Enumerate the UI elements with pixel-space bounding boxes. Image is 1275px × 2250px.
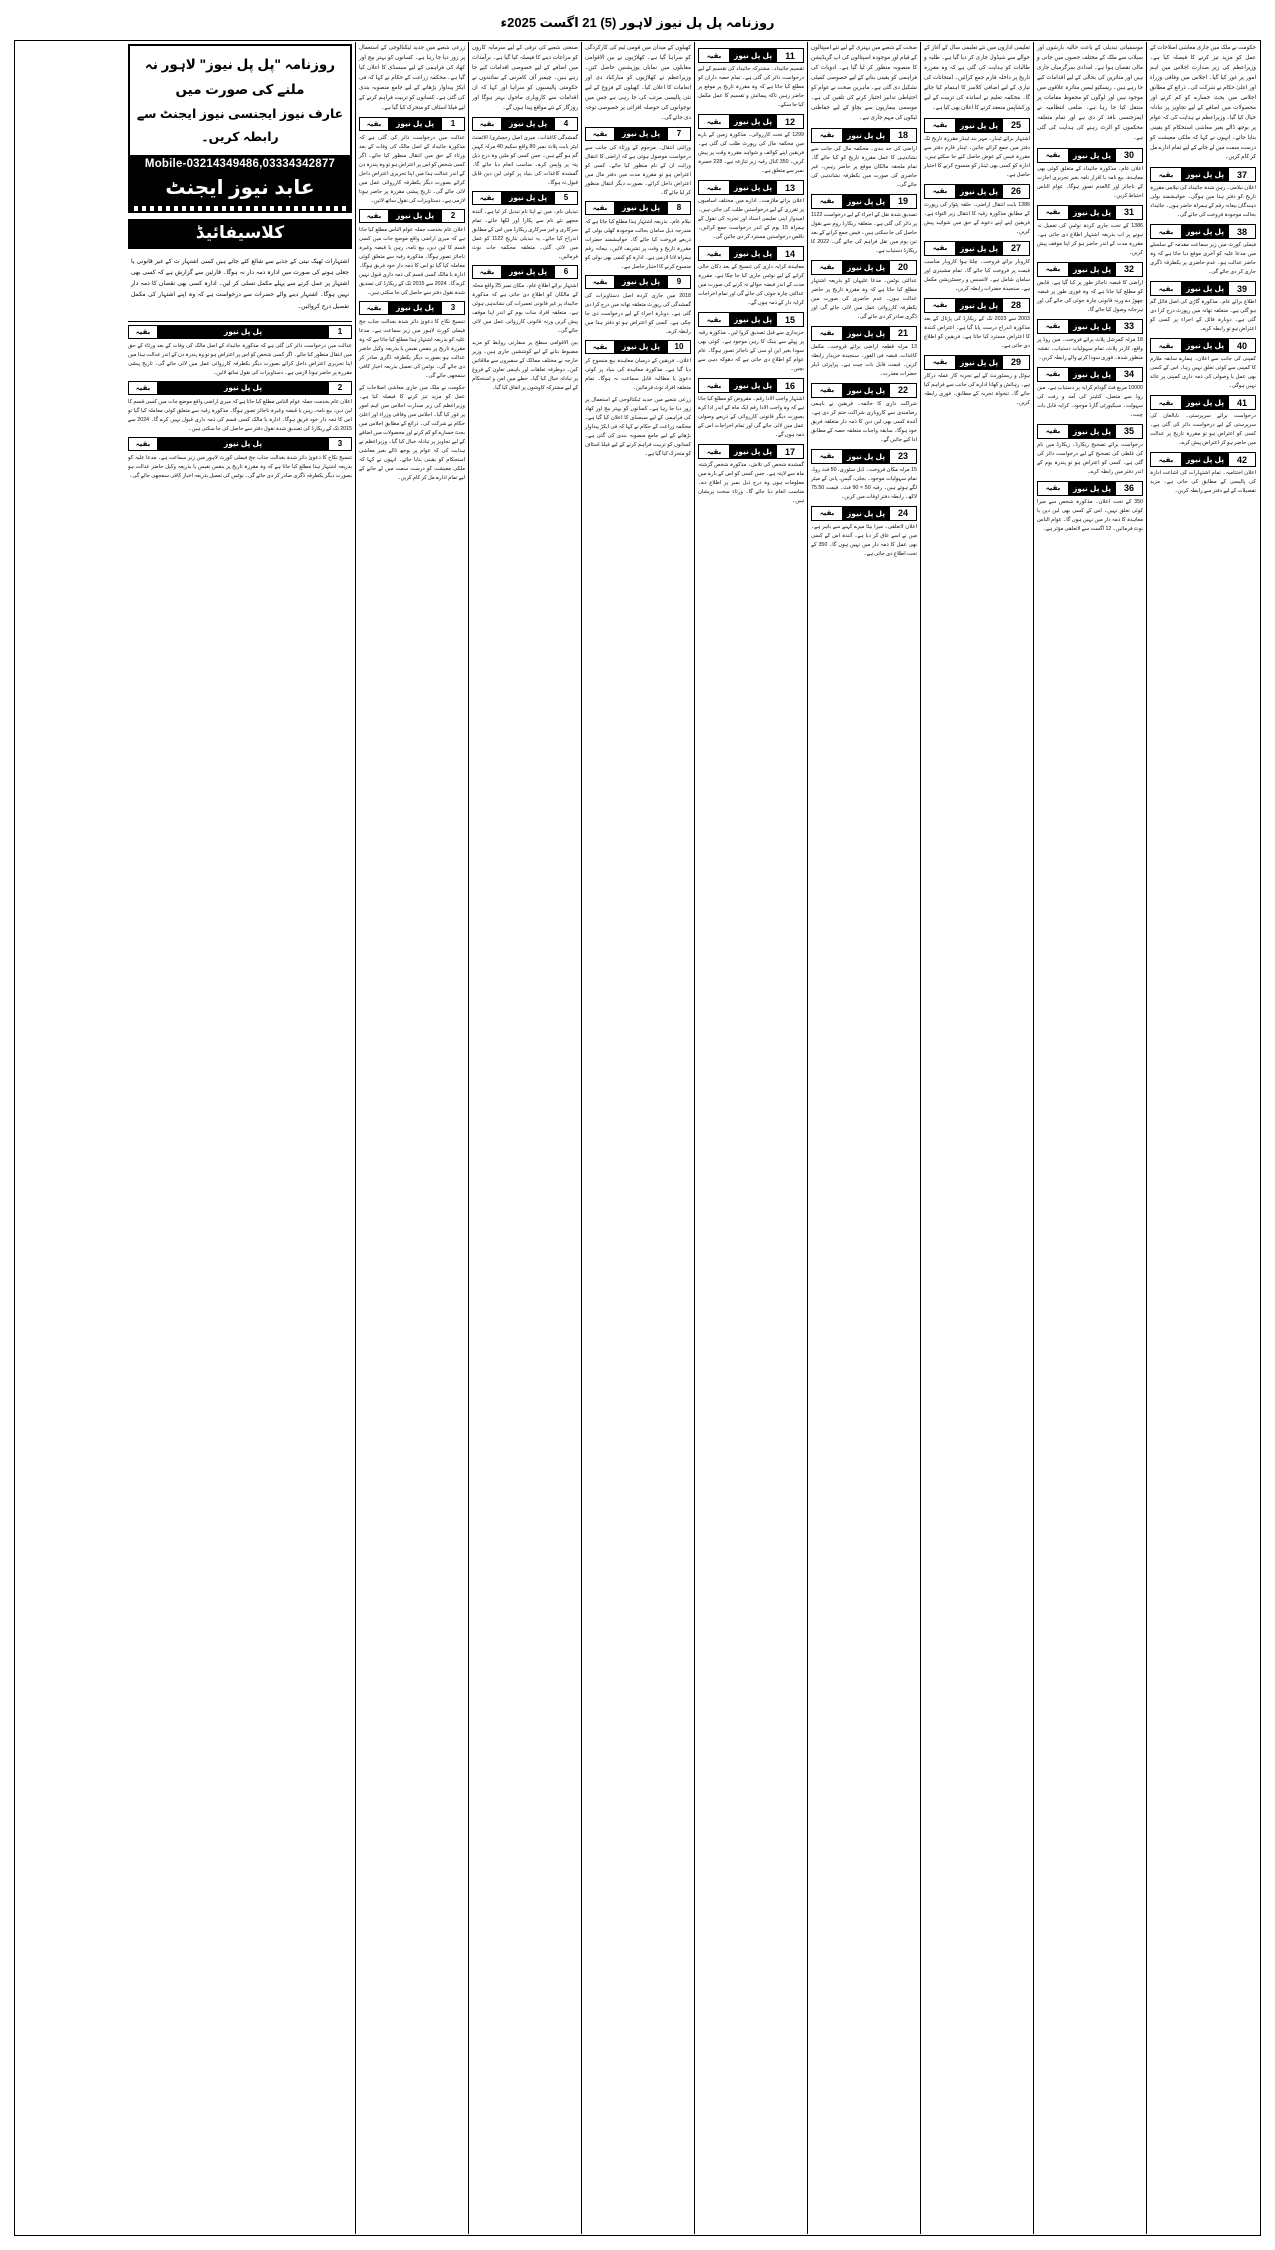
ad-header-24[interactable] xyxy=(811,506,917,521)
ad-continued-tag: بقیہ xyxy=(699,445,730,458)
ad-section-label: پل پل نیوز xyxy=(1072,150,1112,160)
continued-label: بقیہ xyxy=(586,128,615,140)
ad-header-39[interactable] xyxy=(1150,281,1256,296)
column-1 xyxy=(1146,42,1259,2234)
ad-continued-tag: بقیہ xyxy=(1038,206,1069,219)
continued-paper-name: پل پل نیوز xyxy=(395,211,435,221)
news-paragraph: حکومت نے ملک میں جاری معاشی اصلاحات کے عمل کو مزید تیز کرنے کا فیصلہ کیا ہے۔ وزیراعظم کی زیر صدارت اجلاس میں اہم امور پر غور کیا گیا۔ اجلاس میں وفاقی وزراء اور اعلیٰ حکام نے شرکت کی۔ ذرائع کے مطابق اجلاس میں بجٹ خسارے کو کم کرنے اور محصولات میں اضافے کے لیے تجاویز پر تبادلہ خیال کیا گیا۔ وزیراعظم نے ہدایت کی کہ عوام پر بوجھ ڈالے بغیر معاشی استحکام کو یقینی بنایا جائے۔ انہوں نے کہا کہ ملکی معیشت کو درست سمت میں لے جانے کے لیے تمام ادارے مل کر کام کریں۔ xyxy=(1150,45,1256,161)
promo-column xyxy=(125,42,355,2234)
continued-bar-2-right[interactable] xyxy=(128,381,352,395)
column-7 xyxy=(468,42,581,2234)
ad-body: 2003 سے 2023 تک کے ریکارڈ کی پڑتال کے بعد مذکورہ اندراج درست پایا گیا ہے۔ اعتراض کنندہ کا اعتراض مسترد کیا جاتا ہے۔ فریقین کو اطلاع دی جاتی ہے۔ xyxy=(924,315,1030,349)
continued-label: بقیہ xyxy=(586,276,615,288)
ad-section-label: پل پل نیوز xyxy=(733,249,773,258)
ad-header-26[interactable] xyxy=(924,184,1030,199)
agency-mobile-number[interactable]: Mobile-03214349486,03334342877 xyxy=(130,155,350,173)
ad-header-25[interactable] xyxy=(924,118,1030,133)
ad-number: 41 xyxy=(1228,396,1255,409)
ad-section-label: پل پل نیوز xyxy=(1185,398,1225,408)
ad-continued-tag: بقیہ xyxy=(812,195,843,208)
ad-body: 1299 کے تحت کارروائی۔ مذکورہ زمین کے بارے میں محکمہ مال کی رپورٹ طلب کی گئی ہے۔ فریقین اپنے کوائف و شواہد مقررہ وقت پر پیش کریں۔ 350 کنال رقبہ زیر تنازعہ ہے۔ 228 خسرہ نمبر سے متعلق ہے۔ xyxy=(698,132,804,174)
ad-section-label: پل پل نیوز xyxy=(959,300,999,310)
ad-header-35[interactable] xyxy=(1037,424,1143,439)
ad-body: تقسیم جائیداد۔ مشترکہ جائیداد کی تقسیم کے لیے درخواست دائر کی گئی ہے۔ تمام حصہ داران کو مطلع کیا جاتا ہے کہ وہ مقررہ تاریخ پر موقع پر حاضر رہیں تاکہ پیمائش و تقسیم کا عمل مکمل کیا جا سکے۔ xyxy=(698,66,804,108)
ad-body: اعلان عام۔ مذکورہ جائیداد کے متعلق کوئی بھی معاہدہ، بیع نامہ یا اقرار نامہ بغیر تحریری اجازت کے ناجائز اور کالعدم تصور ہوگا۔ عوام الناس احتیاط کریں۔ xyxy=(1037,165,1143,199)
ad-body: نیلام عام۔ بذریعہ اشتہار ہذا مطلع کیا جاتا ہے کہ مندرجہ ذیل سامان بحالت موجودہ کھلی بولی کے ذریعے فروخت کیا جائے گا۔ خواہشمند حضرات مقررہ تاریخ و وقت پر تشریف لائیں۔ بیعانہ رقم ہمراہ لانا لازمی ہے۔ ادارہ کو کسی بھی بولی کو منسوخ کرنے کا اختیار حاصل ہے۔ xyxy=(585,218,691,270)
ad-number: 20 xyxy=(889,261,916,274)
ad-body: کمپنی کی جانب سے اعلان۔ ہمارے سابقہ ملازم کا کمپنی سے کوئی تعلق نہیں رہا۔ اس کے کسی بھی عمل یا وصولی کی ذمہ داری کمپنی پر عائد نہیں ہوگی۔ xyxy=(1150,356,1256,390)
ad-number: 29 xyxy=(1002,356,1029,369)
ad-section-label: پل پل نیوز xyxy=(846,130,886,140)
continued-paper-name: پل پل نیوز xyxy=(223,383,263,393)
continued-bar-1-right[interactable] xyxy=(128,325,352,339)
ad-continued-tag: بقیہ xyxy=(1038,425,1069,438)
ad-body: معاہدہ کرایہ داری کی تنسیخ کے بعد دکان خالی کرانے کے لیے نوٹس جاری کیا جا چکا ہے۔ مقررہ مدت کے اندر قبضہ حوالے نہ کرنے کی صورت میں عدالتی چارہ جوئی کی جائے گی اور تمام اخراجات کرایہ دار کے ذمہ ہوں گے۔ xyxy=(698,264,804,306)
ad-header-32[interactable] xyxy=(1037,262,1143,277)
ad-continued-tag: بقیہ xyxy=(812,450,843,463)
continued-page-number: 6 xyxy=(554,266,577,278)
continued-page-number: 7 xyxy=(667,128,690,140)
continued-paper-name: پل پل نیوز xyxy=(508,267,548,277)
continued-bar-10[interactable] xyxy=(585,340,691,354)
ad-body: عدالت میں درخواست دائر کی گئی ہے کہ مذکورہ جائیداد کے اصل مالک کی وفات کے بعد ورثاء کے حق میں انتقال منظور کیا جائے۔ اگر کسی شخص کو اس پر اعتراض ہو تو وہ پندرہ دن کے اندر عدالت ہذا میں اپنا تحریری اعتراض داخل کرائے بصورت دیگر یکطرفہ کارروائی عمل میں لائی جائے گی۔ تاریخ پیشی مقررہ پر حاضر ہونا لازمی ہے۔ دستاویزات کی نقول ساتھ لائیں۔ xyxy=(359,134,465,204)
ad-number: 30 xyxy=(1115,149,1142,162)
continued-label: بقیہ xyxy=(360,302,389,314)
continued-bar-3-right[interactable] xyxy=(128,437,352,451)
column-8 xyxy=(355,42,468,2234)
ad-section-label: پل پل نیوز xyxy=(1072,369,1112,379)
ad-body: تصدیق شدہ نقل کے اجراء کے لیے درخواست 1122 پر دائر کی گئی ہے۔ متعلقہ ریکارڈ روم سے نقول حاصل کی جا سکتی ہیں۔ فیس جمع کرانے کے بعد تین یوم میں نقل فراہم کی جائے گی۔ 2022 کا ریکارڈ دستیاب ہے۔ xyxy=(811,211,917,254)
ad-body: اراضی کی حد بندی۔ محکمہ مال کی جانب سے نشاندہی کا عمل مقررہ تاریخ کو کیا جائے گا۔ تمام ملحقہ مالکان موقع پر حاضر رہیں۔ غیر حاضری کی صورت میں یکطرفہ نشاندہی کی جائے گی۔ xyxy=(811,145,917,188)
ad-number: 38 xyxy=(1228,225,1255,238)
decorative-dashed-rule xyxy=(130,206,350,211)
ad-section-label: پل پل نیوز xyxy=(1185,455,1225,465)
ad-header-15[interactable] xyxy=(698,312,804,327)
ad-body: اعلان نیلامی۔ رہن شدہ جائیداد کی نیلامی مقررہ تاریخ کو دفتر ہذا میں ہوگی۔ خواہشمند بولی دہندگان بیعانہ رقم کے ہمراہ حاضر ہوں۔ جائیداد بحالت موجودہ فروخت کی جائے گی۔ xyxy=(1150,185,1256,219)
masthead xyxy=(0,14,1275,40)
ad-number: 31 xyxy=(1115,206,1142,219)
continued-paper-name: پل پل نیوز xyxy=(621,277,661,287)
ad-body: اعلان عام بخدمت جملہ عوام الناس مطلع کیا جاتا ہے کہ میری اراضی واقع موضع جات میں کسی قسم کا لین دین، بیع نامہ، رہن یا قبضہ وغیرہ ناجائز تصور ہوگا۔ مذکورہ رقبہ سے متعلق کوئی معاملہ کیا گیا تو اس کا ذمہ دار خود فریق ہوگا۔ ادارہ یا مالک کسی قسم کی ذمہ داری قبول نہیں کرے گا۔ 2024 سے 2015 تک کے ریکارڈ کی تصدیق شدہ نقول دفتر سے حاصل کی جا سکتی ہیں۔ xyxy=(128,398,352,432)
ad-continued-tag: بقیہ xyxy=(1151,168,1182,181)
continued-bar-3[interactable] xyxy=(359,301,465,315)
continued-page-number: 1 xyxy=(441,118,464,130)
ad-body: اراضی کا قبضہ ناجائز طور پر کیا گیا ہے۔ قابض کو مطلع کیا جاتا ہے کہ وہ فوری طور پر قبضہ چھوڑ دے ورنہ قانونی چارہ جوئی کی جائے گی اور ہرجانہ وصول کیا جائے گا۔ xyxy=(1037,279,1143,313)
section-divider xyxy=(128,321,352,322)
ad-header-42[interactable] xyxy=(1150,452,1256,467)
ad-section-label: پل پل نیوز xyxy=(846,508,886,518)
continued-paper-name: پل پل نیوز xyxy=(621,203,661,213)
ad-number: 23 xyxy=(889,450,916,463)
ad-section-label: پل پل نیوز xyxy=(846,196,886,206)
column-5 xyxy=(694,42,807,2234)
news-paragraph: بین الاقوامی سطح پر سفارتی روابط کو مزید مضبوط بنانے کے لیے کوششیں جاری ہیں۔ وزیر خارجہ نے مختلف ممالک کے سفیروں سے ملاقاتیں کیں۔ دوطرفہ تعلقات اور باہمی تعاون کے فروغ پر تبادلہ خیال کیا گیا۔ خطے میں امن و استحکام کے لیے مشترکہ کاوشوں پر اتفاق کیا گیا۔ xyxy=(472,339,578,391)
ad-number: 40 xyxy=(1228,339,1255,352)
ad-number: 25 xyxy=(1002,119,1029,132)
ad-section-label: پل پل نیوز xyxy=(959,243,999,253)
ad-body: خریداری سے قبل تصدیق کروا لیں۔ مذکورہ رقبہ پر پہلے سے بینک کا رہن موجود ہے۔ کوئی بھی سودا بغیر این او سی کے ناجائز تصور ہوگا۔ عام عوام کو اطلاع دی جاتی ہے کہ دھوکہ دہی سے بچیں۔ xyxy=(698,330,804,372)
news-paragraph: تعلیمی اداروں میں نئے تعلیمی سال کے آغاز کے حوالے سے شیڈول جاری کر دیا گیا ہے۔ طلبہ و طالبات کو ہدایت کی گئی ہے کہ وہ مقررہ تاریخ پر داخلہ فارم جمع کرائیں۔ امتحانات کی تیاری کے لیے اضافی کلاسز کا اہتمام کیا جائے گا۔ محکمہ تعلیم نے اساتذہ کی تربیت کے لیے ورکشاپس منعقد کرنے کا اعلان بھی کیا ہے۔ xyxy=(924,45,1030,111)
ad-section-label: پل پل نیوز xyxy=(733,51,773,60)
ad-number: 27 xyxy=(1002,242,1029,255)
ad-body: اعلان۔ فریقین کے درمیان معاہدہ بیع منسوخ کر دیا گیا ہے۔ مذکورہ معاہدہ کی بنیاد پر کوئی دعویٰ یا مطالبہ قابل سماعت نہ ہوگا۔ تمام متعلقہ افراد نوٹ فرمائیں۔ xyxy=(585,357,691,391)
ad-continued-tag: بقیہ xyxy=(1151,453,1182,466)
ad-number: 18 xyxy=(889,129,916,142)
ad-continued-tag: بقیہ xyxy=(1038,320,1069,333)
ad-header-33[interactable] xyxy=(1037,319,1143,334)
ad-number: 35 xyxy=(1115,425,1142,438)
ad-number: 39 xyxy=(1228,282,1255,295)
ad-continued-tag: بقیہ xyxy=(925,356,956,369)
ad-section-label: پل پل نیوز xyxy=(846,451,886,461)
ad-header-30[interactable] xyxy=(1037,148,1143,163)
ad-body: 2018 میں جاری کردہ اصل دستاویزات کی گمشدگی کی رپورٹ متعلقہ تھانہ میں درج کرا دی گئی ہے۔ دوبارہ اجراء کے لیے درخواست دی جا چکی ہے۔ کسی کو اعتراض ہو تو دفتر ہذا میں رابطہ کرے۔ xyxy=(585,292,691,335)
ad-section-label: پل پل نیوز xyxy=(846,262,886,272)
continued-bar-2[interactable] xyxy=(359,209,465,223)
ad-header-17[interactable] xyxy=(698,444,804,459)
ad-continued-tag: بقیہ xyxy=(1038,149,1069,162)
ad-body: گمشدہ شخص کی تلاش۔ مذکورہ شخص گزشتہ ماہ سے لاپتہ ہے۔ جس کسی کو اس کے بارے میں معلومات ہوں وہ درج ذیل نمبر پر اطلاع دے۔ مناسب انعام دیا جائے گا۔ ورثاء سخت پریشان ہیں۔ xyxy=(698,462,804,504)
ad-header-28[interactable] xyxy=(924,298,1030,313)
ad-section-label: پل پل نیوز xyxy=(1072,483,1112,493)
ad-body: عدالت میں درخواست دائر کی گئی ہے کہ مذکورہ جائیداد کے اصل مالک کی وفات کے بعد ورثاء کے حق میں انتقال منظور کیا جائے۔ اگر کسی شخص کو اس پر اعتراض ہو تو وہ پندرہ دن کے اندر عدالت ہذا میں اپنا تحریری اعتراض داخل کرائے بصورت دیگر یکطرفہ کارروائی عمل میں لائی جائے گی۔ تاریخ پیشی مقررہ پر حاضر ہونا لازمی ہے۔ دستاویزات کی نقول ساتھ لائیں۔ xyxy=(128,342,352,376)
ad-body: 13 مرلہ قطعہ اراضی برائے فروخت۔ مکمل کاغذات، قبضہ فی الفور۔ سنجیدہ خریدار رابطہ کریں۔ قیمت قابل بات چیت ہے۔ پراپرٹی ڈیلر حضرات معذرت۔ xyxy=(811,343,917,377)
ad-section-label: پل پل نیوز xyxy=(1185,227,1225,237)
continued-label: بقیہ xyxy=(586,202,615,214)
continued-paper-name: پل پل نیوز xyxy=(223,327,263,337)
ad-section-label: پل پل نیوز xyxy=(1185,170,1225,180)
ad-header-40[interactable] xyxy=(1150,338,1256,353)
ad-body: 18 مرلہ کمرشل پلاٹ برائے فروخت۔ مین روڈ پر واقع، کارنر پلاٹ، تمام سہولیات دستیاب۔ نقشہ منظور شدہ۔ فوری سودا کرنے والے رابطہ کریں۔ xyxy=(1037,336,1143,361)
ad-header-36[interactable] xyxy=(1037,481,1143,496)
ad-number: 16 xyxy=(776,379,803,392)
column-2 xyxy=(1033,42,1146,2234)
ad-body: کاروبار برائے فروخت۔ چلتا ہوا کاروبار مناسب قیمت پر فروخت کیا جائے گا۔ تمام مشینری اور سامان شامل ہے۔ لائسنس و رجسٹریشن مکمل ہے۔ سنجیدہ حضرات رابطہ کریں۔ xyxy=(924,258,1030,292)
ad-number: 37 xyxy=(1228,168,1255,181)
ad-continued-tag: بقیہ xyxy=(925,299,956,312)
continued-page-number: 1 xyxy=(328,326,351,338)
agency-ad-line-2: عارف نیوز ایجنسی نیوز ایجنٹ سے رابطہ کریں۔ xyxy=(136,106,344,145)
ad-number: 15 xyxy=(776,313,803,326)
ad-header-12[interactable] xyxy=(698,114,804,129)
ad-section-label: پل پل نیوز xyxy=(1072,426,1112,436)
continued-page-number: 2 xyxy=(441,210,464,222)
ad-continued-tag: بقیہ xyxy=(1038,368,1069,381)
ad-continued-tag: بقیہ xyxy=(1038,263,1069,276)
ad-header-11[interactable] xyxy=(698,48,804,63)
ad-header-38[interactable] xyxy=(1150,224,1256,239)
ad-body: اعلان برائے ملازمت۔ ادارے میں مختلف اسامیوں پر تقرری کے لیے درخواستیں طلب کی جاتی ہیں۔ امیدوار اپنی تعلیمی اسناد اور تجربہ کی نقول کے ہمراہ 15 یوم کے اندر درخواست جمع کرائیں۔ ناقص درخواستیں مسترد کر دی جائیں گی۔ xyxy=(698,198,805,240)
news-agency-ad[interactable] xyxy=(128,44,352,213)
ad-body: 1386 بابت انتقال اراضی۔ حلقہ پٹوار کی رپورٹ کے مطابق مذکورہ رقبہ کا انتقال زیر التواء ہے۔ فریقین اپنے اپنے دعوے کے حق میں شواہد پیش کریں۔ xyxy=(924,201,1030,235)
ad-body: ہوٹل و ریسٹورنٹ کے لیے تجربہ کار عملہ درکار ہے۔ رہائش و کھانا ادارے کی جانب سے فراہم کیا جائے گا۔ تنخواہ تجربہ کے مطابق۔ فوری رابطہ کریں۔ xyxy=(924,372,1030,406)
ad-header-31[interactable] xyxy=(1037,205,1143,220)
ad-body: 10000 مربع فٹ گودام کرایہ پر دستیاب ہے۔ مین روڈ سے متصل، کنٹینر کی آمد و رفت کی سہولت۔ سیکیورٹی گارڈ موجود۔ کرایہ قابل بات چیت۔ xyxy=(1037,384,1143,418)
ad-number: 12 xyxy=(776,115,803,128)
ad-section-label: پل پل نیوز xyxy=(846,385,886,395)
ad-continued-tag: بقیہ xyxy=(699,379,730,392)
ad-body: اطلاع برائے عام۔ مذکورہ گاڑی کی اصل فائل گم ہو گئی ہے۔ متعلقہ تھانہ میں رپورٹ درج کرا دی گئی ہے۔ دوبارہ فائل کے اجراء پر کسی کو اعتراض ہو تو رابطہ کرے۔ xyxy=(1150,299,1256,333)
ad-section-label: پل پل نیوز xyxy=(733,183,773,192)
ad-section-label: پل پل نیوز xyxy=(733,315,773,324)
ad-body: 15 مرلہ مکان فروخت۔ ڈبل سٹوری، 50 فٹ روڈ، تمام سہولیات موجود۔ بجلی، گیس، پانی کے میٹر لگے ہوئے ہیں۔ رقبہ 50 × 90 فٹ۔ قیمت 75.50 لاکھ۔ رابطہ دفتر اوقات میں کریں۔ xyxy=(811,466,917,500)
ad-number: 36 xyxy=(1115,482,1142,495)
continued-bar-8[interactable] xyxy=(585,201,691,215)
continued-paper-name: پل پل نیوز xyxy=(395,119,435,129)
agency-ad-text xyxy=(130,46,350,155)
ad-continued-tag: بقیہ xyxy=(812,327,843,340)
ad-body: اشتہار برائے اطلاع عام۔ مکان نمبر 25 واقع محلہ کے مالکان کو اطلاع دی جاتی ہے کہ مذکورہ جائیداد پر غیر قانونی تعمیرات کی نشاندہی ہوئی ہے۔ متعلقہ افراد سات یوم کے اندر اپنا موقف پیش کریں ورنہ قانونی کارروائی عمل میں لائی جائے گی۔ xyxy=(472,282,578,334)
ad-continued-tag: بقیہ xyxy=(699,181,730,194)
ad-number: 13 xyxy=(776,181,803,194)
continued-label: بقیہ xyxy=(473,192,502,204)
news-paragraph: زرعی شعبے میں جدید ٹیکنالوجی کے استعمال پر زور دیا جا رہا ہے۔ کسانوں کو بہتر بیج اور کھاد کی فراہمی کے لیے سبسڈی کا اعلان کیا گیا ہے۔ محکمہ زراعت کے حکام نے کہا کہ فی ایکڑ پیداوار بڑھانے کے لیے جامع منصوبہ بندی کی گئی ہے۔ کسانوں کو تربیت فراہم کرنے کے لیے فیلڈ اسٹاف کو متحرک کیا گیا ہے۔ xyxy=(359,45,465,111)
ad-body: اعلان عام بخدمت جملہ عوام الناس مطلع کیا جاتا ہے کہ میری اراضی واقع موضع جات میں کسی قسم کا لین دین، بیع نامہ، رہن یا قبضہ وغیرہ ناجائز تصور ہوگا۔ مذکورہ رقبہ سے متعلق کوئی معاملہ کیا گیا تو اس کا ذمہ دار خود فریق ہوگا۔ ادارہ یا مالک کسی قسم کی ذمہ داری قبول نہیں کرے گا۔ 2024 سے 2015 تک کے ریکارڈ کی تصدیق شدہ نقول دفتر سے حاصل کی جا سکتی ہیں۔ xyxy=(359,226,465,296)
ad-number: 28 xyxy=(1002,299,1029,312)
ad-body: تبدیلی نام۔ میں نے اپنا نام تبدیل کر لیا ہے۔ آئندہ مجھے نئے نام سے پکارا اور لکھا جائے۔ تمام سرکاری و غیر سرکاری ریکارڈ میں اس کے مطابق اندراج کیا جائے۔ یہ تبدیلی بتاریخ 1122 کو عمل میں لائی گئی۔ متعلقہ محکمہ جات نوٹ فرمائیں۔ xyxy=(472,208,578,260)
continued-page-number: 10 xyxy=(667,341,690,353)
ad-header-18[interactable] xyxy=(811,128,917,143)
ad-body: تنسیخ نکاح کا دعویٰ دائر شدہ بعدالت جناب جج فیملی کورٹ لاہور میں زیر سماعت ہے۔ مدعا علیہ کو بذریعہ اشتہار ہذا مطلع کیا جاتا ہے کہ وہ مقررہ تاریخ پر بنفس نفیس یا بذریعہ وکیل حاضر عدالت ہو بصورت دیگر یکطرفہ ڈگری صادر کر دی جائے گی۔ نوٹس کی تعمیل بذریعہ اخبار کافی سمجھی جائے گی۔ xyxy=(359,318,465,379)
continued-bar-1[interactable] xyxy=(359,117,465,131)
ad-header-22[interactable] xyxy=(811,383,917,398)
continued-page-number: 3 xyxy=(441,302,464,314)
ad-number: 24 xyxy=(889,507,916,520)
ad-number: 21 xyxy=(889,327,916,340)
continued-paper-name: پل پل نیوز xyxy=(508,193,548,203)
ad-section-label: پل پل نیوز xyxy=(846,328,886,338)
ad-number: 11 xyxy=(776,49,803,62)
continued-bar-7[interactable] xyxy=(585,127,691,141)
ad-section-label: پل پل نیوز xyxy=(1072,321,1112,331)
ad-header-20[interactable] xyxy=(811,260,917,275)
continued-paper-name: پل پل نیوز xyxy=(621,342,661,352)
ad-section-label: پل پل نیوز xyxy=(959,357,999,367)
ad-header-13[interactable] xyxy=(698,180,804,195)
ad-header-23[interactable] xyxy=(811,449,917,464)
ad-section-label: پل پل نیوز xyxy=(959,120,999,130)
continued-bar-4[interactable] xyxy=(472,117,578,131)
continued-paper-name: پل پل نیوز xyxy=(621,129,661,139)
ad-continued-tag: بقیہ xyxy=(812,129,843,142)
news-paragraph: زرعی شعبے میں جدید ٹیکنالوجی کے استعمال پر زور دیا جا رہا ہے۔ کسانوں کو بہتر بیج اور کھاد کی فراہمی کے لیے سبسڈی کا اعلان کیا گیا ہے۔ محکمہ زراعت کے حکام نے کہا کہ فی ایکڑ پیداوار بڑھانے کے لیے جامع منصوبہ بندی کی گئی ہے۔ کسانوں کو تربیت فراہم کرنے کے لیے فیلڈ اسٹاف کو متحرک کیا گیا ہے۔ xyxy=(585,396,691,457)
classified-section-title: کلاسیفائیڈ xyxy=(128,219,352,249)
continued-label: بقیہ xyxy=(473,118,502,130)
ad-header-34[interactable] xyxy=(1037,367,1143,382)
ad-number: 32 xyxy=(1115,263,1142,276)
continued-label: بقیہ xyxy=(360,118,389,130)
continued-label: بقیہ xyxy=(586,341,615,353)
ad-continued-tag: بقیہ xyxy=(699,313,730,326)
continued-page-number: 5 xyxy=(554,192,577,204)
ad-header-41[interactable] xyxy=(1150,395,1256,410)
ad-body: درخواست برائے تصحیح ریکارڈ۔ ریکارڈ میں نام کی غلطی کی تصحیح کے لیے درخواست دائر کی گئی ہے۔ کسی کو اعتراض ہو تو پندرہ یوم کے اندر دفتر میں رابطہ کرے۔ xyxy=(1037,441,1143,475)
ad-header-14[interactable] xyxy=(698,246,804,261)
continued-page-number: 9 xyxy=(667,276,690,288)
ad-body: اعلان اختتامیہ۔ تمام اشتہارات کی اشاعت ادارہ کی پالیسی کے مطابق کی جاتی ہے۔ مزید تفصیلات کے لیے دفتر سے رابطہ کریں۔ xyxy=(1150,470,1256,495)
ad-header-16[interactable] xyxy=(698,378,804,393)
news-paragraph: حکومت نے ملک میں جاری معاشی اصلاحات کے عمل کو مزید تیز کرنے کا فیصلہ کیا ہے۔ وزیراعظم کی زیر صدارت اجلاس میں اہم امور پر غور کیا گیا۔ اجلاس میں وفاقی وزراء اور اعلیٰ حکام نے شرکت کی۔ ذرائع کے مطابق اجلاس میں بجٹ خسارے کو کم کرنے اور محصولات میں اضافے کے لیے تجاویز پر تبادلہ خیال کیا گیا۔ وزیراعظم نے ہدایت کی کہ عوام پر بوجھ ڈالے بغیر معاشی استحکام کو یقینی بنایا جائے۔ انہوں نے کہا کہ ملکی معیشت کو درست سمت میں لے جانے کے لیے تمام ادارے مل کر کام کریں۔ xyxy=(359,384,465,481)
continued-paper-name: پل پل نیوز xyxy=(223,439,263,449)
masthead-text: روزنامہ پل پل نیوز لاہور (5) 21 اگست 2025ء xyxy=(500,15,775,30)
ad-section-label: پل پل نیوز xyxy=(1072,207,1112,217)
ad-continued-tag: بقیہ xyxy=(699,247,730,260)
continued-page-number: 4 xyxy=(554,118,577,130)
ad-body: گمشدگی کاغذات۔ میری اصل رجسٹری/ الاٹمنٹ لیٹر بابت پلاٹ نمبر 80 واقع سکیم 40 مرلہ کہیں گم ہو گئے ہیں۔ جس کسی کو ملیں وہ درج ذیل پتہ پر واپس کرے۔ مناسب انعام دیا جائے گا۔ گمشدہ کاغذات کی بنیاد پر کوئی لین دین قابل قبول نہ ہوگا۔ xyxy=(472,134,578,186)
ad-number: 17 xyxy=(776,445,803,458)
ad-number: 22 xyxy=(889,384,916,397)
ad-number: 26 xyxy=(1002,185,1029,198)
ad-header-27[interactable] xyxy=(924,241,1030,256)
ad-section-label: پل پل نیوز xyxy=(1185,341,1225,351)
ad-number: 42 xyxy=(1228,453,1255,466)
continued-page-number: 3 xyxy=(328,438,351,450)
ad-body: عدالتی نوٹس۔ مدعا علیہان کو بذریعہ اشتہار مطلع کیا جاتا ہے کہ وہ مقررہ تاریخ پر حاضر عدالت ہوں۔ عدم حاضری کی صورت میں یکطرفہ کارروائی عمل میں لائی جائے گی اور ڈگری صادر کر دی جائے گی۔ xyxy=(811,277,917,320)
continued-label: بقیہ xyxy=(473,266,502,278)
ad-body: وراثتی انتقال۔ مرحوم کے ورثاء کی جانب سے درخواست موصول ہوئی ہے کہ اراضی کا انتقال وراثت ان کے نام منظور کیا جائے۔ کسی کو اعتراض ہو تو مقررہ مدت میں دفتر مال میں اعتراض داخل کرائے۔ بصورت دیگر انتقال منظور کر لیا جائے گا۔ xyxy=(585,144,691,196)
news-paragraph: صحت کے شعبے میں بہتری کے لیے نئے اسپتالوں کے قیام اور موجودہ اسپتالوں کی اپ گریڈیشن کا منصوبہ منظور کر لیا گیا ہے۔ ادویات کی فراہمی کو یقینی بنانے کے لیے خصوصی کمیٹی تشکیل دی گئی ہے۔ ماہرین صحت نے عوام کو احتیاطی تدابیر اختیار کرنے کی تلقین کی ہے۔ موسمی بیماریوں سے بچاؤ کے لیے حفاظتی ٹیکوں کی مہم جاری ہے۔ xyxy=(811,45,917,121)
ad-header-37[interactable] xyxy=(1150,167,1256,182)
ad-section-label: پل پل نیوز xyxy=(733,447,773,456)
ad-number: 34 xyxy=(1115,368,1142,381)
ad-body: اشتہار واجب الادا رقم۔ مقروض کو مطلع کیا جاتا ہے کہ وہ واجب الادا رقم ایک ماہ کے اندر ادا کرے بصورت دیگر قانونی کارروائی کے ذریعے وصولی عمل میں لائی جائے گی اور تمام اخراجات اس کے ذمہ ہوں گے۔ xyxy=(698,396,804,438)
ad-continued-tag: بقیہ xyxy=(699,49,730,62)
continued-bar-6[interactable] xyxy=(472,265,578,279)
continued-paper-name: پل پل نیوز xyxy=(395,303,435,313)
ad-header-29[interactable] xyxy=(924,355,1030,370)
ad-continued-tag: بقیہ xyxy=(925,119,956,132)
continued-paper-name: پل پل نیوز xyxy=(508,119,548,129)
news-paragraph: صنعتی شعبے کی ترقی کے لیے سرمایہ کاروں کو مراعات دینے کا فیصلہ کیا گیا ہے۔ برآمدات میں اضافے کے لیے خصوصی اقدامات کیے جا رہے ہیں۔ چیمبر آف کامرس کے نمائندوں نے حکومتی پالیسیوں کو سراہا اور کہا کہ ان اقدامات سے کاروباری ماحول بہتر ہوگا اور روزگار کے نئے مواقع پیدا ہوں گے۔ xyxy=(472,45,578,111)
column-4 xyxy=(807,42,920,2234)
ad-number: 19 xyxy=(889,195,916,208)
ad-body: 1386 کے تحت جاری کردہ نوٹس کی تعمیل نہ ہونے پر اب بذریعہ اشتہار اطلاع دی جاتی ہے۔ مقررہ مدت کے اندر حاضر ہو کر اپنا موقف پیش کریں۔ xyxy=(1037,222,1143,256)
ad-continued-tag: بقیہ xyxy=(812,384,843,397)
continued-label: بقیہ xyxy=(129,382,158,394)
ad-continued-tag: بقیہ xyxy=(1151,339,1182,352)
ad-body: اشتہار برائے ٹینڈر۔ مہر بند ٹینڈر مقررہ تاریخ تک دفتر میں جمع کرائے جائیں۔ ٹینڈر فارم دفتر سے مقررہ فیس کے عوض حاصل کیے جا سکتے ہیں۔ ادارہ کو کسی بھی ٹینڈر کو منسوخ کرنے کا اختیار حاصل ہے۔ xyxy=(924,135,1030,178)
ad-continued-tag: بقیہ xyxy=(1151,396,1182,409)
ad-body: تنسیخ نکاح کا دعویٰ دائر شدہ بعدالت جناب جج فیملی کورٹ لاہور میں زیر سماعت ہے۔ مدعا علیہ کو بذریعہ اشتہار ہذا مطلع کیا جاتا ہے کہ وہ مقررہ تاریخ پر بنفس نفیس یا بذریعہ وکیل حاضر عدالت ہو بصورت دیگر یکطرفہ ڈگری صادر کر دی جائے گی۔ نوٹس کی تعمیل بذریعہ اخبار کافی سمجھی جائے گی۔ xyxy=(128,454,352,479)
ad-continued-tag: بقیہ xyxy=(1038,482,1069,495)
ad-header-21[interactable] xyxy=(811,326,917,341)
ad-continued-tag: بقیہ xyxy=(1151,225,1182,238)
continued-bar-9[interactable] xyxy=(585,275,691,289)
ad-body: 350 کے تحت اعلان۔ مذکورہ شخص سے میرا کوئی تعلق نہیں۔ اس کے کسی بھی لین دین یا معاہدہ کا ذمہ دار میں نہیں ہوں گا۔ عوام الناس نوٹ فرمائیں۔ 12 اگست سے لاتعلقی مؤثر ہے۔ xyxy=(1037,498,1143,532)
ad-continued-tag: بقیہ xyxy=(925,185,956,198)
news-paragraph: کھیلوں کے میدان میں قومی ٹیم کی کارکردگی کو سراہا گیا ہے۔ کھلاڑیوں نے بین الاقوامی مقابلوں میں نمایاں پوزیشنیں حاصل کیں۔ وزیراعظم نے کھلاڑیوں کو مبارکباد دی اور انعامات کا اعلان کیا۔ کھیلوں کے فروغ کے لیے نئی پالیسی مرتب کی جا رہی ہے جس میں نوجوانوں کی حوصلہ افزائی پر خصوصی توجہ دی جائے گی۔ xyxy=(585,45,691,121)
ad-section-label: پل پل نیوز xyxy=(1185,284,1225,294)
ad-body: فیملی کورٹ میں زیر سماعت مقدمہ کے سلسلے میں مدعا علیہ کو آخری موقع دیا جاتا ہے کہ وہ حاضر عدالت ہو۔ عدم حاضری پر یکطرفہ ڈگری جاری کر دی جائے گی۔ xyxy=(1150,242,1256,276)
ad-body: شراکت داری کا خاتمہ۔ فریقین نے باہمی رضامندی سے کاروباری شراکت ختم کر دی ہے۔ آئندہ کسی بھی لین دین کا ذمہ دار متعلقہ فریق خود ہوگا۔ سابقہ واجبات متعلقہ حصہ کے مطابق ادا کیے جائیں گے۔ xyxy=(811,400,917,443)
continued-page-number: 8 xyxy=(667,202,690,214)
ad-continued-tag: بقیہ xyxy=(699,115,730,128)
ad-section-label: پل پل نیوز xyxy=(733,117,773,126)
ad-number: 33 xyxy=(1115,320,1142,333)
ad-section-label: پل پل نیوز xyxy=(959,186,999,196)
ad-header-19[interactable] xyxy=(811,194,917,209)
continued-label: بقیہ xyxy=(129,326,158,338)
continued-page-number: 2 xyxy=(328,382,351,394)
agency-ad-line-1: روزنامہ "پل پل نیوز" لاہور نہ ملنے کی صورت میں xyxy=(144,57,336,97)
ad-body: درخواست برائے سرپرستی۔ نابالغان کی سرپرستی کے لیے درخواست دائر کی گئی ہے۔ کسی کو اعتراض ہو تو مقررہ تاریخ پر عدالت میں حاضر ہو کر اعتراض پیش کرے۔ xyxy=(1150,413,1256,447)
ad-body: اعلان لاتعلقی۔ میرا بیٹا میرے کہنے سے باہر ہے۔ میں نے اسے عاق کر دیا ہے۔ آئندہ اس کے کسی بھی عمل کا ذمہ دار میں نہیں ہوں گا۔ 350 کے تحت اطلاع دی جاتی ہے۔ xyxy=(811,523,917,557)
continued-label: بقیہ xyxy=(129,438,158,450)
ad-continued-tag: بقیہ xyxy=(812,261,843,274)
agency-name: عابد نیوز ایجنٹ xyxy=(130,173,350,206)
continued-bar-5[interactable] xyxy=(472,191,578,205)
page-columns xyxy=(16,42,1259,2234)
continued-label: بقیہ xyxy=(360,210,389,222)
ad-section-label: پل پل نیوز xyxy=(1072,264,1112,274)
column-6 xyxy=(581,42,694,2234)
news-paragraph: موسمیاتی تبدیلی کے باعث حالیہ بارشوں اور سیلاب سے ملک کے مختلف حصوں میں جانی و مالی نقصان ہوا ہے۔ امدادی سرگرمیاں جاری ہیں اور متاثرین کی بحالی کے لیے اقدامات کیے جا رہے ہیں۔ ریسکیو ٹیمیں متاثرہ علاقوں میں موجود ہیں اور لوگوں کو محفوظ مقامات پر منتقل کیا جا رہا ہے۔ ضلعی انتظامیہ نے ایمرجنسی نافذ کر دی ہے اور تمام متعلقہ محکموں کو الرٹ رہنے کی ہدایت کی گئی ہے۔ xyxy=(1037,45,1143,141)
ad-continued-tag: بقیہ xyxy=(925,242,956,255)
ad-number: 14 xyxy=(776,247,803,260)
classified-disclaimer: اشتہارات ٹھیک نیتی کے جذبے سے شائع کئے جاتے ہیں کسی اشتہار ت کے غیر قانونی یا جعلی ہونے کی صورت میں ادارہ ذمہ دار نہ ہوگا۔ قارئین سے گزارش ہے کہ کسی بھی اشتہار پر عمل کرنے سے پہلے مکمل تسلی کر لیں۔ ادارہ کسی بھی نقصان کا ذمہ دار نہیں ہوگا۔ اشتہار دینے والے حضرات سے درخواست ہے کہ وہ اپنے اشتہار کی مکمل تفصیل درج کروائیں۔ xyxy=(131,259,349,310)
ad-continued-tag: بقیہ xyxy=(812,507,843,520)
ad-section-label: پل پل نیوز xyxy=(733,381,773,390)
ad-continued-tag: بقیہ xyxy=(1151,282,1182,295)
column-3 xyxy=(920,42,1033,2234)
